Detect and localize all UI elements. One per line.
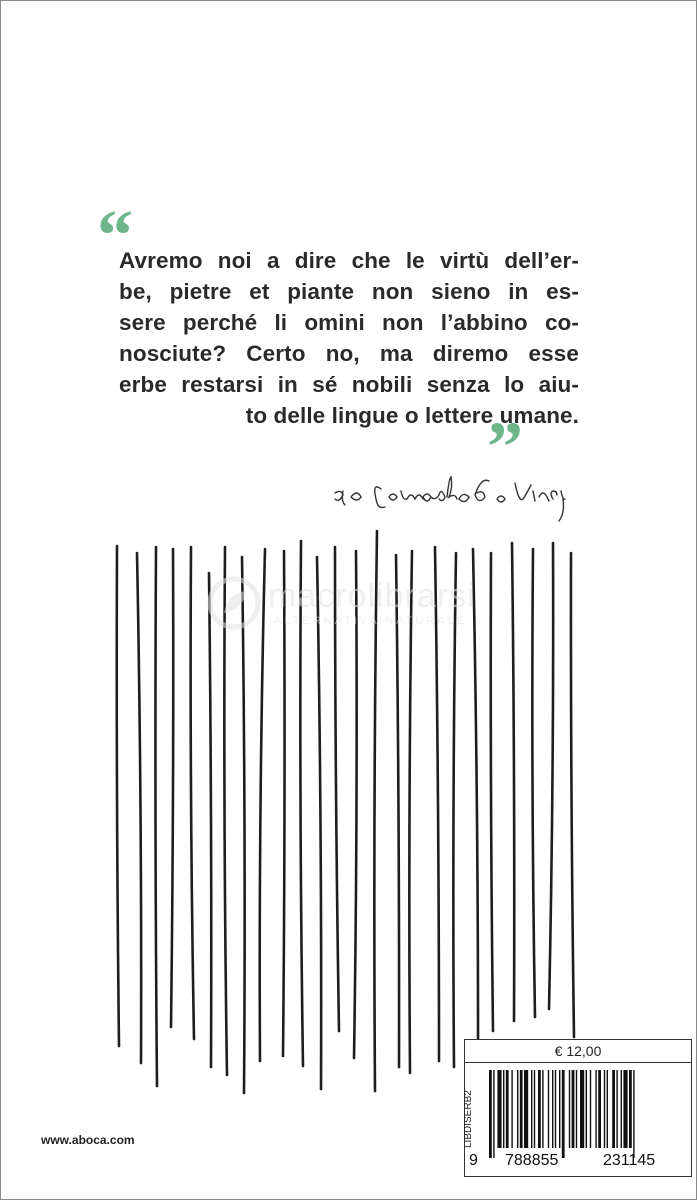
drawn-line: [512, 543, 514, 1021]
drawn-line: [571, 553, 574, 1037]
barcode-bar: [506, 1070, 509, 1148]
barcode-bar: [520, 1070, 523, 1148]
barcode-bar: [569, 1070, 570, 1148]
barcode-bar: [538, 1070, 541, 1148]
barcode-bar: [586, 1070, 587, 1148]
barcode-bar: [576, 1070, 577, 1148]
barcode-bar: [531, 1070, 532, 1148]
leaf-logo-icon: [206, 575, 262, 631]
barcode-bar: [629, 1070, 632, 1148]
barcode-bar: [511, 1070, 512, 1148]
drawn-line: [191, 547, 194, 1039]
barcode-bar: [604, 1070, 605, 1148]
drawn-line: [117, 546, 119, 1046]
drawn-line: [137, 553, 141, 1063]
barcode-bar: [562, 1070, 565, 1158]
price-label: € 12,00: [465, 1040, 691, 1063]
drawn-line: [209, 573, 211, 1067]
quote-line: sere perché li omini non l’abbino co-: [119, 310, 579, 335]
barcode-bar: [559, 1070, 560, 1148]
barcode-bar: [633, 1070, 634, 1158]
quote-line: Avremo noi a dire che le virtù dell’er-: [119, 248, 579, 273]
barcode-bar: [598, 1070, 601, 1148]
barcode-bar: [542, 1070, 543, 1148]
quote-close-mark: ”: [487, 407, 523, 487]
isbn-digit-first: 9: [469, 1152, 478, 1169]
macrolibrarsi-watermark: [206, 569, 506, 639]
isbn-group-1: 788855: [505, 1152, 559, 1169]
barcode-bar: [612, 1070, 615, 1148]
barcode-bar: [552, 1070, 553, 1148]
drawn-line: [155, 547, 157, 1086]
barcode-bar: [524, 1070, 528, 1148]
quote-open-mark: “: [97, 195, 133, 275]
barcode-bar: [623, 1070, 627, 1148]
barcode-bar: [580, 1070, 584, 1148]
isbn-group-2: 231145: [603, 1152, 656, 1169]
barcode-bar: [548, 1070, 549, 1148]
barcode-bar: [590, 1070, 591, 1148]
barcode-bar: [493, 1070, 494, 1158]
quote-line: be, pietre et piante non sieno in es-: [119, 279, 579, 304]
drawn-line: [171, 549, 173, 1027]
barcode-bar: [595, 1070, 596, 1148]
quote-line: to delle lingue o lettere umane.: [245, 403, 579, 428]
barcode-bar: [621, 1070, 622, 1148]
quote-line: nosciute? Certo no, ma diremo esse: [119, 341, 579, 366]
watermark-text: macrolibrarsi: [268, 577, 476, 615]
barcode-bar: [489, 1070, 492, 1158]
watermark-subtext: ALTERNATIVA NATURALE: [274, 615, 468, 627]
barcode-block: [464, 1039, 692, 1177]
quote-line: erbe restarsi in sé nobili senza lo aiu-: [119, 372, 579, 397]
barcode-bar: [497, 1070, 501, 1148]
website-url: www.aboca.com: [41, 1133, 135, 1147]
drawn-line: [532, 549, 535, 1017]
drawn-line: [549, 543, 553, 1009]
product-code: LIBDISERB2: [463, 1090, 474, 1148]
barcode-bar: [534, 1070, 535, 1148]
barcode-bar: [607, 1070, 608, 1148]
barcode-bar: [503, 1070, 504, 1148]
barcode: [485, 1070, 685, 1160]
isbn-digits: [465, 1150, 691, 1172]
barcode-bar: [517, 1070, 518, 1148]
barcode-bar: [616, 1070, 617, 1148]
barcode-bar: [572, 1070, 575, 1148]
barcode-bar: [555, 1070, 556, 1148]
